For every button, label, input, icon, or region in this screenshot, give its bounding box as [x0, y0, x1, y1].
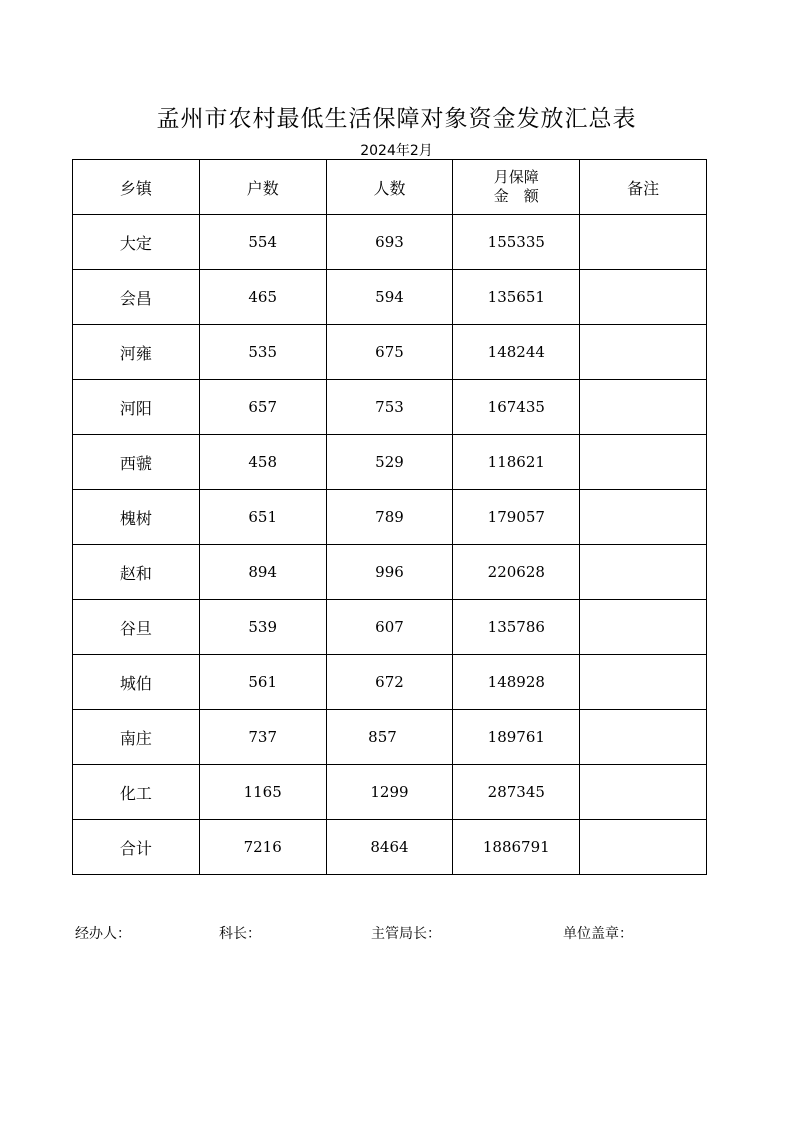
cell-people: 607 — [326, 600, 453, 655]
table-row — [73, 435, 707, 490]
cell-amount: 1886791 — [453, 820, 580, 875]
cell-people: 857 — [326, 710, 453, 765]
header-amount — [453, 160, 580, 215]
header-remarks: 备注 — [580, 160, 707, 215]
cell-township: 谷旦 — [73, 600, 200, 655]
cell-households: 651 — [199, 490, 326, 545]
cell-amount: 148244 — [453, 325, 580, 380]
cell-people: 693 — [326, 215, 453, 270]
cell-households: 535 — [199, 325, 326, 380]
cell-amount: 155335 — [453, 215, 580, 270]
cell-people: 996 — [326, 545, 453, 600]
cell-township: 西虢 — [73, 435, 200, 490]
cell-township: 河阳 — [73, 380, 200, 435]
cell-remarks — [580, 710, 707, 765]
cell-township: 河雍 — [73, 325, 200, 380]
header-row — [73, 160, 707, 215]
table-row — [73, 380, 707, 435]
cell-people: 672 — [326, 655, 453, 710]
footer-seal: 单位盖章： — [563, 926, 633, 942]
cell-township: 化工 — [73, 765, 200, 820]
cell-amount: 135786 — [453, 600, 580, 655]
cell-amount: 220628 — [453, 545, 580, 600]
cell-remarks — [580, 600, 707, 655]
total-row — [73, 820, 707, 875]
table-row — [73, 765, 707, 820]
cell-amount: 189761 — [453, 710, 580, 765]
cell-households: 1165 — [199, 765, 326, 820]
cell-remarks — [580, 765, 707, 820]
header-amount-line1: 月保障 — [493, 168, 539, 186]
cell-people: 594 — [326, 270, 453, 325]
cell-people: 529 — [326, 435, 453, 490]
document-date: 2024年2月 — [360, 143, 433, 159]
cell-remarks — [580, 215, 707, 270]
cell-households: 554 — [199, 215, 326, 270]
cell-households: 894 — [199, 545, 326, 600]
cell-township: 南庄 — [73, 710, 200, 765]
cell-households: 737 — [199, 710, 326, 765]
header-township: 乡镇 — [73, 160, 200, 215]
cell-people: 1299 — [326, 765, 453, 820]
cell-remarks — [580, 490, 707, 545]
cell-amount: 287345 — [453, 765, 580, 820]
table-row — [73, 655, 707, 710]
cell-households: 657 — [199, 380, 326, 435]
cell-amount: 167435 — [453, 380, 580, 435]
cell-households: 561 — [199, 655, 326, 710]
footer-section-chief: 科长： — [219, 926, 261, 942]
cell-township: 赵和 — [73, 545, 200, 600]
header-people: 人数 — [326, 160, 453, 215]
cell-remarks — [580, 380, 707, 435]
table-row — [73, 270, 707, 325]
cell-households: 7216 — [199, 820, 326, 875]
cell-households: 465 — [199, 270, 326, 325]
cell-amount: 135651 — [453, 270, 580, 325]
table-row — [73, 710, 707, 765]
cell-remarks — [580, 270, 707, 325]
cell-people: 675 — [326, 325, 453, 380]
header-amount-line2: 金 额 — [493, 187, 539, 205]
table-row — [73, 325, 707, 380]
cell-remarks — [580, 435, 707, 490]
footer-director: 主管局长： — [371, 926, 441, 942]
cell-people: 753 — [326, 380, 453, 435]
cell-households: 458 — [199, 435, 326, 490]
footer-handler: 经办人： — [75, 926, 131, 942]
table-row — [73, 600, 707, 655]
cell-township: 大定 — [73, 215, 200, 270]
cell-township: 槐树 — [73, 490, 200, 545]
cell-township: 会昌 — [73, 270, 200, 325]
cell-township: 城伯 — [73, 655, 200, 710]
table-row — [73, 545, 707, 600]
cell-remarks — [580, 655, 707, 710]
cell-remarks — [580, 325, 707, 380]
cell-amount: 179057 — [453, 490, 580, 545]
cell-people: 8464 — [326, 820, 453, 875]
table-row — [73, 215, 707, 270]
cell-households: 539 — [199, 600, 326, 655]
cell-remarks — [580, 545, 707, 600]
table-row — [73, 490, 707, 545]
cell-amount: 148928 — [453, 655, 580, 710]
summary-table — [72, 159, 707, 875]
cell-remarks — [580, 820, 707, 875]
cell-township: 合计 — [73, 820, 200, 875]
document-title: 孟州市农村最低生活保障对象资金发放汇总表 — [156, 106, 637, 132]
cell-amount: 118621 — [453, 435, 580, 490]
header-households: 户数 — [199, 160, 326, 215]
cell-people: 789 — [326, 490, 453, 545]
